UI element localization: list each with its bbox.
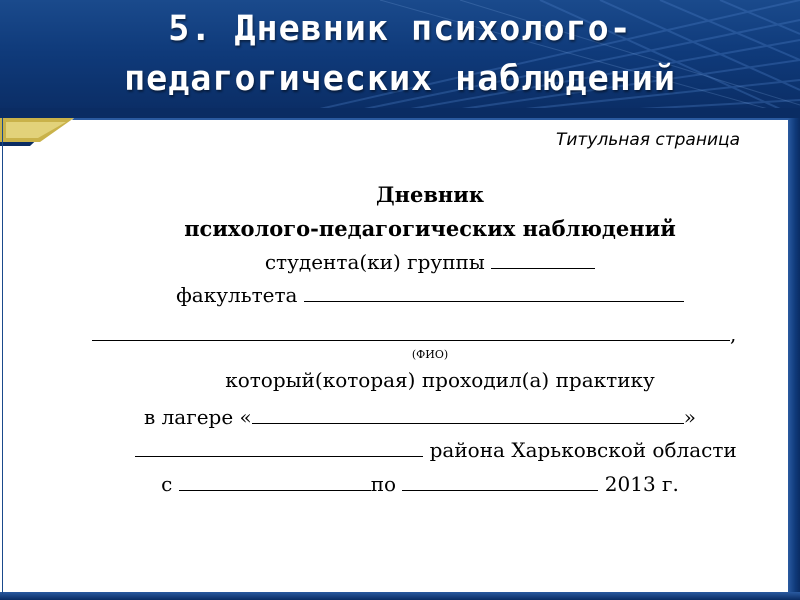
name-blank bbox=[92, 322, 730, 341]
group-blank bbox=[491, 250, 595, 269]
name-line bbox=[92, 322, 752, 346]
page-title bbox=[0, 4, 800, 104]
document-title-line-2: психолого-педагогических наблюдений bbox=[184, 216, 676, 241]
faculty-label: факультета bbox=[176, 283, 298, 307]
from-blank bbox=[179, 472, 371, 491]
frame-bottom-border bbox=[0, 592, 800, 600]
district-blank bbox=[135, 438, 423, 457]
camp-blank bbox=[252, 405, 684, 424]
name-comma: , bbox=[730, 322, 737, 346]
frame-right-border bbox=[788, 118, 800, 600]
faculty-blank bbox=[304, 283, 684, 302]
page-title-line-2: педагогических наблюдений bbox=[124, 59, 676, 99]
group-label: студента(ки) группы bbox=[264, 250, 485, 274]
document-title-line-1: Дневник bbox=[375, 182, 485, 207]
fio-label: (ФИО) bbox=[411, 348, 449, 361]
header-band bbox=[0, 0, 800, 118]
faculty-line bbox=[90, 283, 770, 307]
group-line bbox=[90, 250, 770, 274]
to-label: по bbox=[370, 472, 397, 496]
from-label: с bbox=[161, 472, 173, 496]
year-label: 2013 г. bbox=[604, 472, 679, 496]
to-blank bbox=[402, 472, 598, 491]
camp-suffix: » bbox=[683, 405, 697, 429]
district-line bbox=[96, 438, 776, 462]
page-title-line-1: 5. Дневник психолого- bbox=[168, 9, 632, 49]
camp-line bbox=[80, 405, 760, 429]
district-label: района Харьковской области bbox=[429, 438, 737, 462]
practice-line: который(которая) проходил(а) практику bbox=[225, 368, 655, 392]
frame-left-border bbox=[2, 118, 3, 594]
dates-line bbox=[80, 472, 760, 496]
subtitle: Титульная страница bbox=[555, 130, 740, 150]
camp-prefix: в лагере « bbox=[143, 405, 252, 429]
